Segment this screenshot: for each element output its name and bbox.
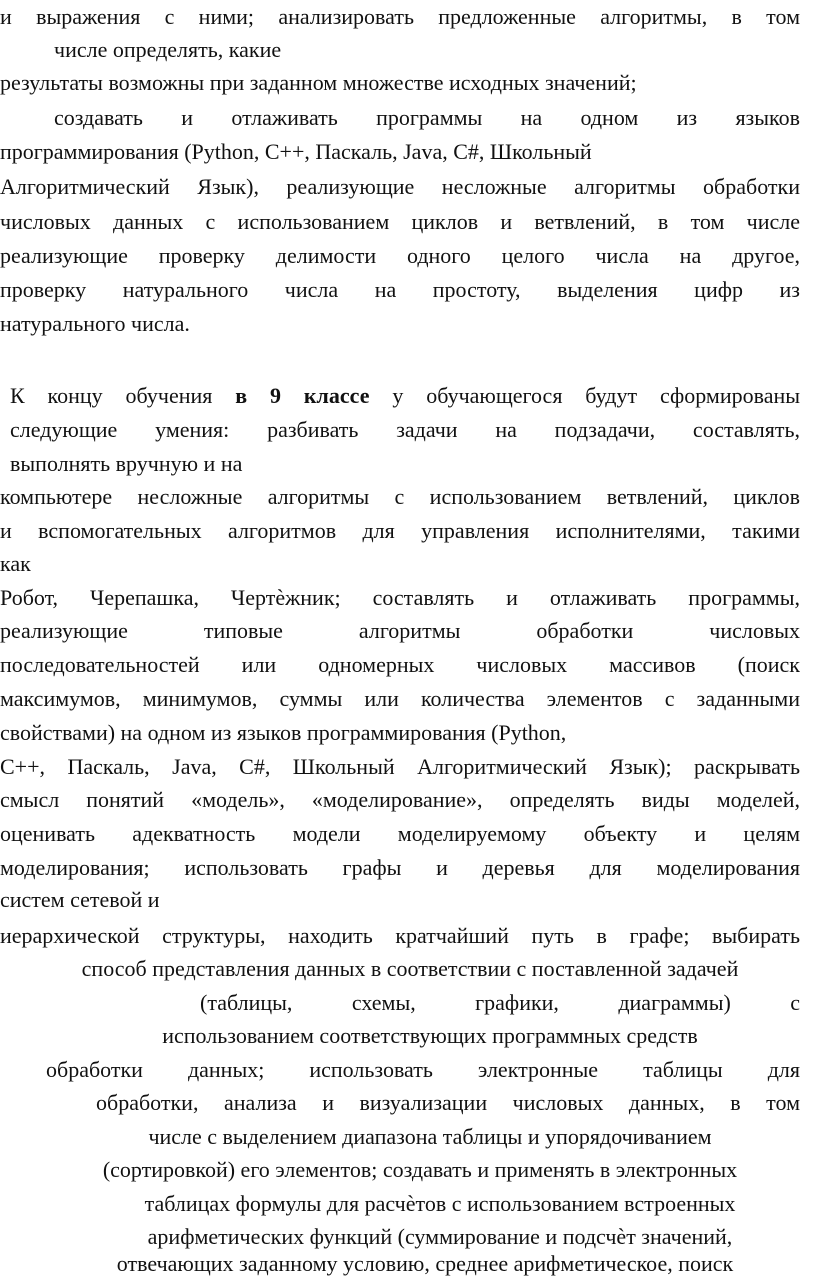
text-line: обработки данных; использовать электронные таблицы для — [46, 1057, 800, 1082]
text-line: свойствами) на одном из языков программирования (Python, — [0, 720, 567, 745]
text-fragment: К концу обучения — [10, 383, 213, 408]
text-fragment: у обучающегося будут сформированы — [392, 383, 800, 408]
grade-emphasis: в 9 классе — [235, 383, 370, 408]
text-line: C++, Паскаль, Java, C#, Школьный Алгоритмический Язык); раскрывать — [0, 754, 800, 779]
text-line: и выражения с ними; анализировать предложенные алгоритмы, в том — [0, 4, 800, 29]
text-line-grade-9 — [10, 381, 800, 411]
text-line: реализующие типовые алгоритмы обработки числовых — [0, 618, 800, 643]
text-line: смысл понятий «модель», «моделирование», определять виды моделей, — [0, 787, 800, 812]
text-line: таблицах формулы для расчѐтов с использованием встроенных — [144, 1191, 736, 1216]
text-line: числе определять, какие — [54, 37, 282, 62]
text-line: и вспомогательных алгоритмов для управления исполнителями, такими — [0, 518, 800, 543]
text-line: (таблицы, схемы, графики, диаграммы) с — [200, 990, 800, 1015]
text-line: оценивать адекватность модели моделируемому объекту и целям — [0, 821, 800, 846]
text-line: числе с выделением диапазона таблицы и упорядочиванием — [148, 1124, 712, 1149]
text-line: последовательностей или одномерных числовых массивов (поиск — [0, 652, 800, 677]
text-line: выполнять вручную и на — [10, 451, 243, 476]
text-line: результаты возможны при заданном множестве исходных значений; — [0, 70, 637, 95]
text-line: иерархической структуры, находить кратчайший путь в графе; выбирать — [0, 923, 800, 948]
text-line: систем сетевой и — [0, 887, 160, 912]
text-line: использованием соответствующих программных средств — [162, 1023, 698, 1048]
text-line: обработки, анализа и визуализации числовых данных, в том — [96, 1090, 800, 1115]
text-line: отвечающих заданному условию, среднее арифметическое, поиск — [116, 1251, 734, 1276]
text-line: компьютере несложные алгоритмы с использованием ветвлений, циклов — [0, 484, 800, 509]
text-line: проверку натурального числа на простоту, выделения цифр из — [0, 277, 800, 302]
text-line: (сортировкой) его элементов; создавать и применять в электронных — [102, 1157, 738, 1182]
text-line: программирования (Python, C++, Паскаль, Java, C#, Школьный — [0, 139, 592, 164]
text-line: числовых данных с использованием циклов и ветвлений, в том числе — [0, 209, 800, 234]
text-line: Алгоритмический Язык), реализующие несложные алгоритмы обработки — [0, 174, 800, 199]
text-line: реализующие проверку делимости одного целого числа на другое, — [0, 243, 800, 268]
text-line: Робот, Черепашка, Чертѐжник; составлять и отлаживать программы, — [0, 585, 800, 610]
text-line: как — [0, 551, 31, 576]
text-line: натурального числа. — [0, 311, 190, 336]
text-line: создавать и отлаживать программы на одном из языков — [54, 105, 800, 130]
text-line: следующие умения: разбивать задачи на подзадачи, составлять, — [10, 417, 800, 442]
text-line: максимумов, минимумов, суммы или количества элементов с заданными — [0, 686, 800, 711]
text-line: арифметических функций (суммирование и подсчѐт значений, — [147, 1224, 733, 1249]
text-line: способ представления данных в соответствии с поставленной задачей — [81, 956, 739, 981]
text-line: моделирования; использовать графы и деревья для моделирования — [0, 855, 800, 880]
